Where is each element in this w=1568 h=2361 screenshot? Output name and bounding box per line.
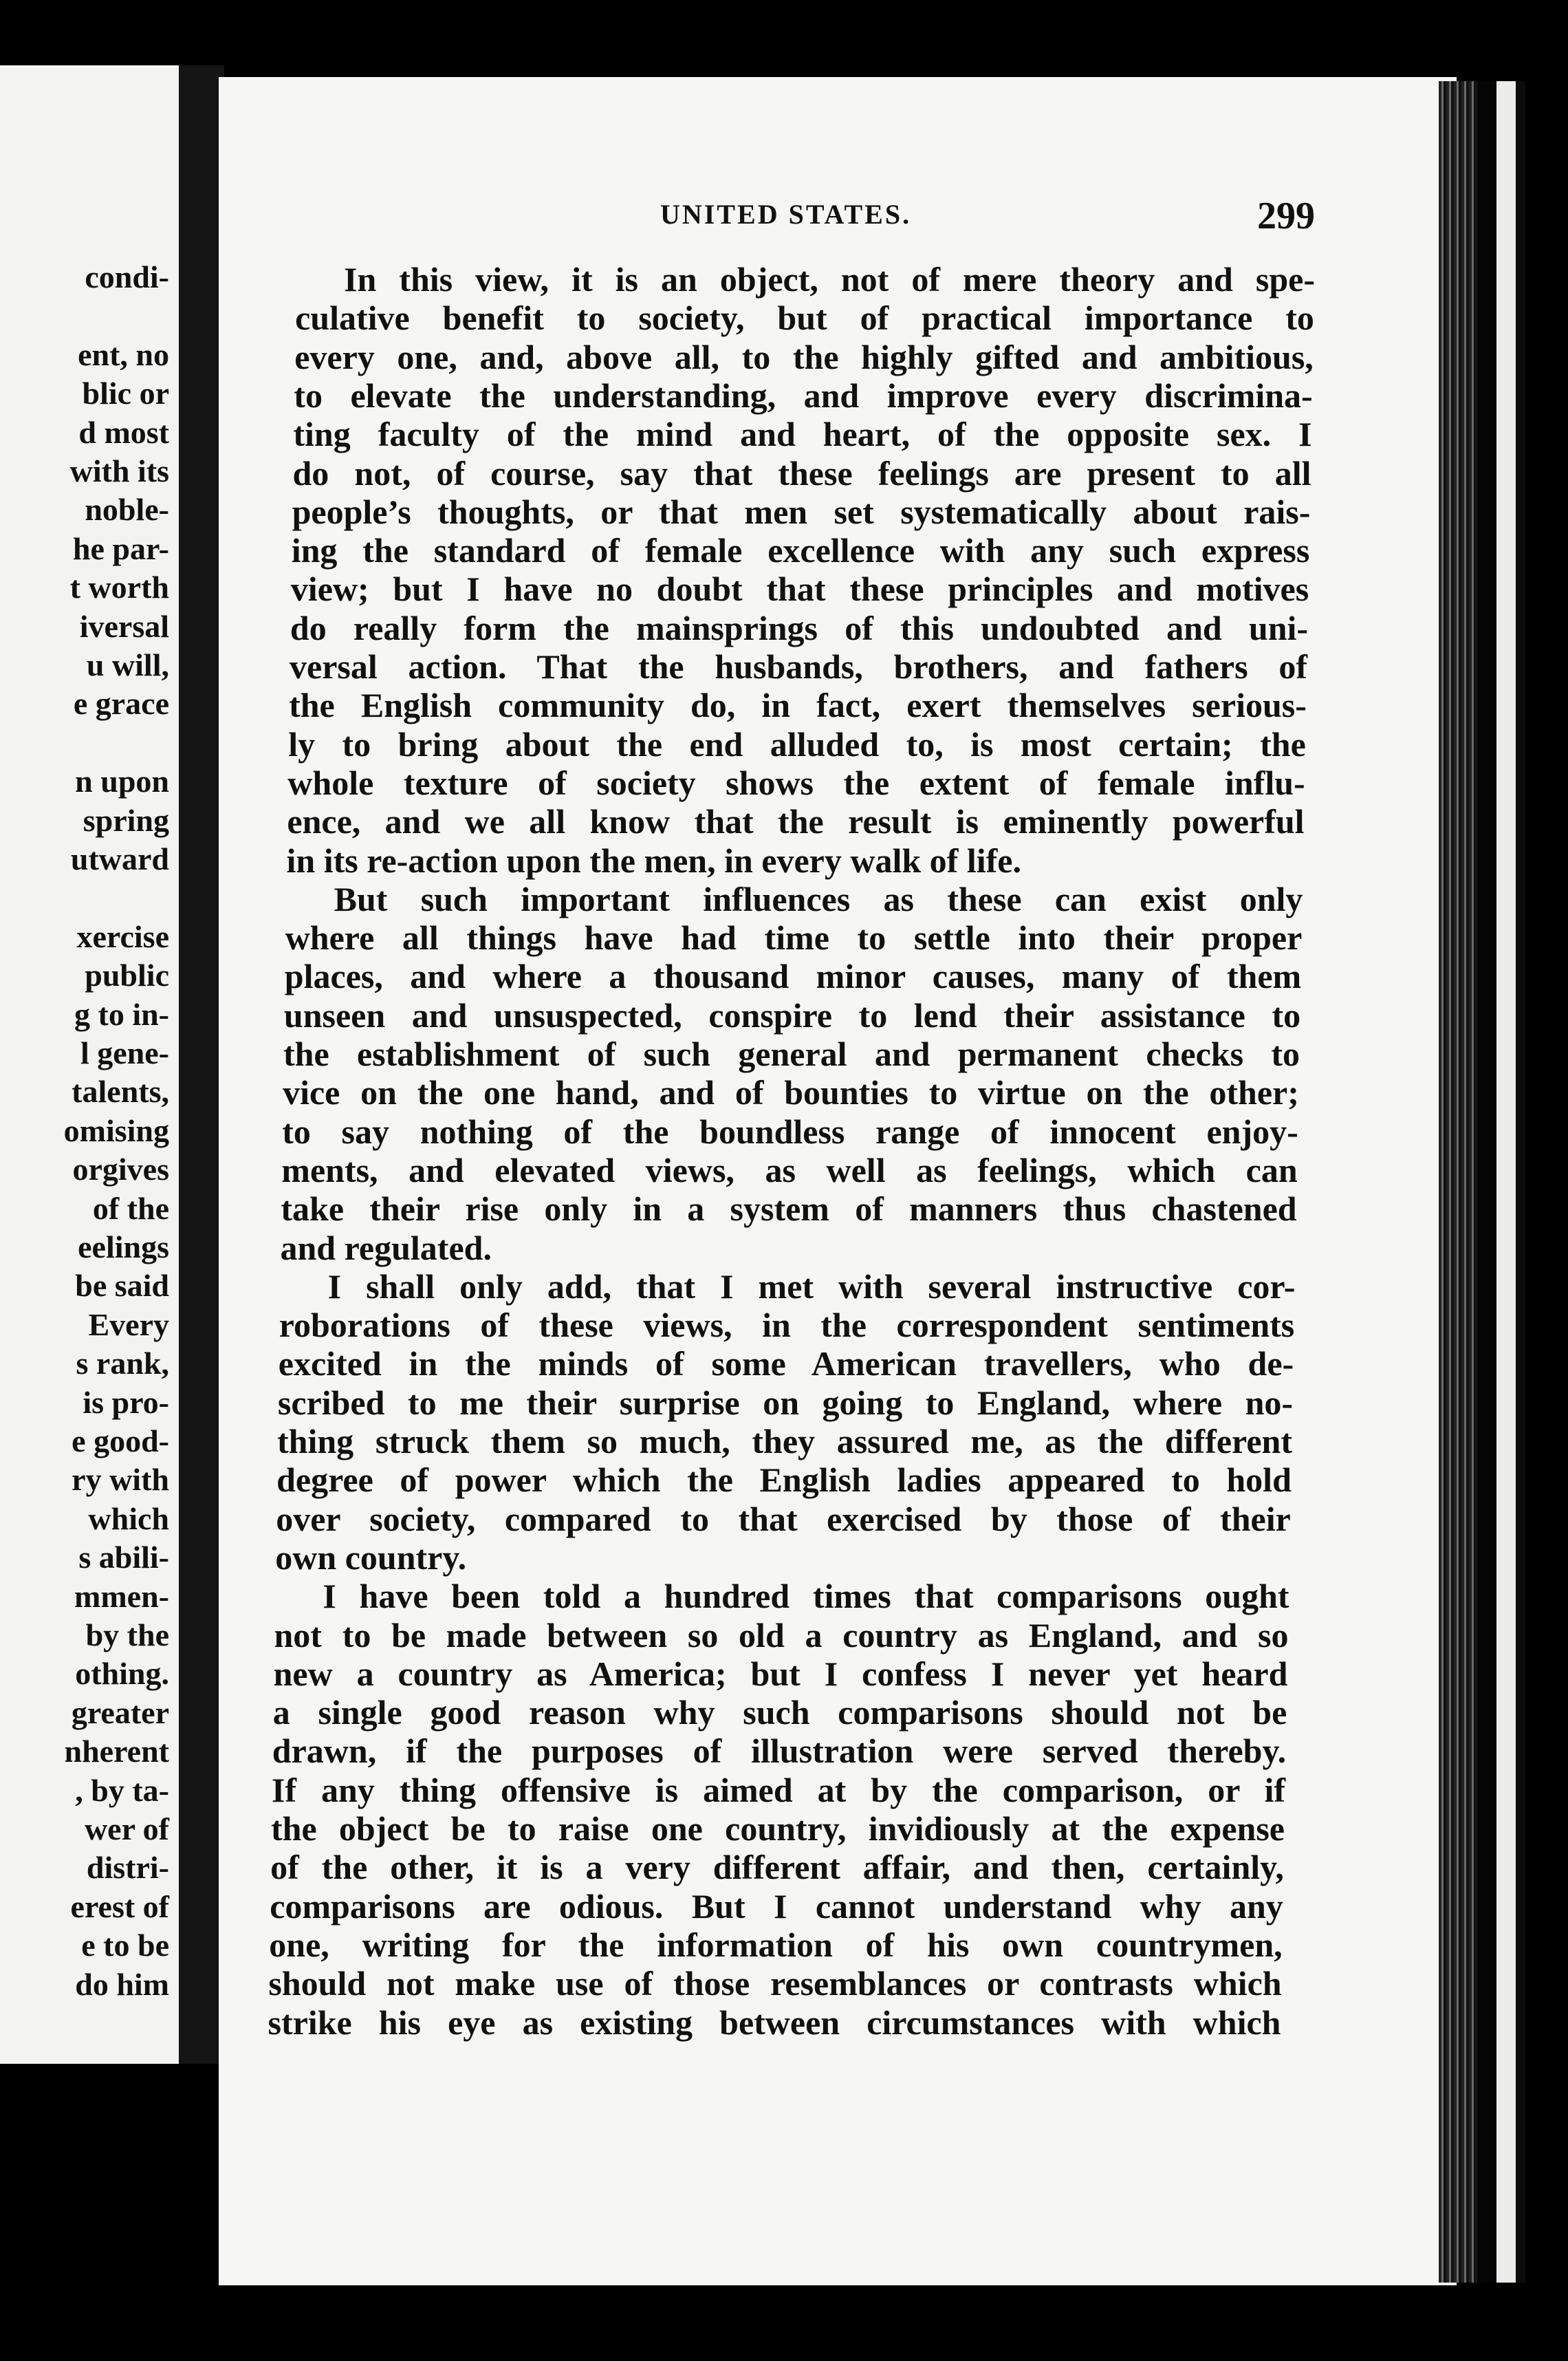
facing-page-line: s abili-: [78, 1540, 169, 1575]
text-line: own country.: [275, 1538, 467, 1577]
facing-page-line: d most: [78, 414, 169, 450]
text-line: should not make use of those resemblances or contrasts which: [268, 1964, 1282, 2003]
facing-page-line: xercise: [76, 918, 169, 954]
facing-page-line: erest of: [70, 1888, 169, 1924]
facing-page-line: Every: [88, 1306, 169, 1342]
facing-page-line: utward: [70, 841, 169, 876]
text-line: a single good reason why such comparisons should not be: [272, 1693, 1287, 1732]
text-line: where all things have had time to settle into their proper: [285, 918, 1303, 958]
facing-page-line: iversal: [79, 608, 169, 644]
facing-page-line: distri-: [86, 1850, 169, 1886]
facing-page-line: l gene-: [80, 1035, 169, 1070]
facing-page-line: with its: [69, 453, 169, 488]
text-line: In this view, it is an object, not of mere theory and spe-: [344, 260, 1315, 299]
facing-page-line: eelings: [78, 1229, 169, 1264]
text-line: whole texture of society shows the extent of female influ-: [287, 763, 1305, 802]
facing-page-line: be said: [75, 1268, 169, 1304]
text-line: do really form the mainsprings of this undoubted and uni-: [290, 608, 1309, 647]
facing-page-line: ent, no: [78, 336, 169, 372]
text-line: new a country as America; but I confess I never yet heard: [273, 1654, 1288, 1693]
text-line: ing the standard of female excellence with any such express: [291, 531, 1310, 570]
text-line: of the other, it is a very different affair, and then, certainly,: [270, 1848, 1284, 1887]
facing-page-line: s rank,: [76, 1346, 169, 1381]
facing-page-line: nherent: [64, 1734, 169, 1769]
text-line: every one, and, above all, to the highly gifted and ambitious,: [294, 337, 1314, 376]
facing-page-line: othing.: [75, 1656, 169, 1692]
text-line: view; but I have no doubt that these principles and motives: [290, 570, 1309, 609]
text-line: I have been told a hundred times that comparisons ought: [323, 1577, 1289, 1616]
facing-page-line: do him: [75, 1966, 169, 2002]
text-line: one, writing for the information of his own countrymen,: [269, 1925, 1283, 1964]
facing-page-line: public: [85, 958, 169, 993]
facing-page-line: blic or: [82, 376, 169, 411]
facing-page-line: t worth: [69, 570, 169, 605]
facing-page-line: n upon: [75, 764, 169, 799]
text-line: roborations of these views, in the correspondent sentiments: [279, 1306, 1295, 1345]
text-line: ting faculty of the mind and heart, of the opposite sex. I: [293, 415, 1312, 454]
facing-page-line: e grace: [73, 686, 169, 722]
text-line: thing struck them so much, they assured me, as the different: [277, 1422, 1292, 1460]
page-number: 299: [1257, 195, 1315, 237]
text-line: the establishment of such general and permanent checks to: [283, 1035, 1300, 1073]
text-line: excited in the minds of some American travellers, who de-: [278, 1344, 1294, 1383]
text-line: degree of power which the English ladies appeared to hold: [276, 1460, 1292, 1500]
facing-page-line: omising: [63, 1112, 169, 1148]
facing-page-line: spring: [83, 802, 169, 838]
text-line: drawn, if the purposes of illustration were served thereby.: [272, 1732, 1287, 1771]
text-line: over society, compared to that exercised by those of their: [276, 1499, 1291, 1538]
facing-page-line: ry with: [72, 1462, 169, 1498]
text-line: If any thing offensive is aimed at by the comparison, or if: [271, 1770, 1286, 1809]
running-title: UNITED STATES.: [660, 199, 912, 230]
facing-page-line: , by ta-: [75, 1772, 169, 1808]
text-line: the object be to raise one country, invidiously at the expense: [271, 1809, 1285, 1848]
facing-page-line: condi-: [85, 259, 169, 294]
facing-page-line: u will,: [86, 647, 169, 682]
text-line: unseen and unsuspected, conspire to lend their assistance to: [283, 995, 1301, 1035]
facing-page-line: e good-: [72, 1423, 169, 1458]
facing-page-line: talents,: [72, 1074, 169, 1110]
text-line: versal action. That the husbands, brothers, and fathers of: [290, 647, 1307, 686]
text-line: take their rise only in a system of manners thus chastened: [281, 1189, 1297, 1229]
facing-page-line: by the: [85, 1617, 169, 1652]
text-line: comparisons are odious. But I cannot understand why any: [270, 1886, 1283, 1926]
text-line: ments, and elevated views, as well as feelings, which can: [281, 1150, 1298, 1189]
text-line: scribed to me their surprise on going to England, where no-: [277, 1383, 1294, 1422]
text-line: the English community do, in fact, exert themselves serious-: [289, 686, 1307, 725]
text-line: in its re-action upon the men, in every walk of life.: [286, 841, 1021, 880]
text-line: do not, of course, say that these feelings are present to all: [292, 453, 1311, 493]
facing-page-line: greater: [71, 1694, 169, 1730]
text-line: strike his eye as existing between circumstances with which: [268, 2003, 1281, 2042]
text-line: I shall only add, that I met with several instructive cor-: [327, 1266, 1296, 1306]
facing-page-line: orgives: [72, 1152, 169, 1187]
facing-page-line: e to be: [81, 1928, 169, 1963]
text-line: ly to bring about the end alluded to, is most certain; the: [288, 724, 1306, 764]
text-line: culative benefit to society, but of practical importance to: [295, 299, 1314, 338]
facing-page-line: of the: [92, 1190, 169, 1226]
text-line: ence, and we all know that the result is eminently powerful: [287, 802, 1305, 841]
text-line: vice on the one hand, and of bounties to virtue on the other;: [283, 1073, 1299, 1112]
facing-page-line: he par-: [72, 530, 169, 566]
facing-page-line: is pro-: [83, 1384, 169, 1420]
facing-page-line: wer of: [84, 1811, 169, 1846]
text-line: and regulated.: [280, 1228, 492, 1267]
facing-page-line: mmen-: [74, 1578, 169, 1614]
facing-page-line: g to in-: [74, 996, 169, 1032]
text-line: to say nothing of the boundless range of innocent enjoy-: [282, 1112, 1298, 1151]
facing-page-line: noble-: [85, 492, 169, 528]
text-line: to elevate the understanding, and improve every discrimina-: [294, 376, 1313, 415]
text-line: places, and where a thousand minor causes, many of them: [284, 957, 1302, 996]
text-line: not to be made between so old a country as England, and so: [274, 1615, 1289, 1654]
facing-page-line: which: [88, 1500, 169, 1536]
text-line: people’s thoughts, or that men set systematically about rais-: [292, 492, 1311, 531]
text-line: But such important influences as these can exist only: [334, 879, 1303, 918]
